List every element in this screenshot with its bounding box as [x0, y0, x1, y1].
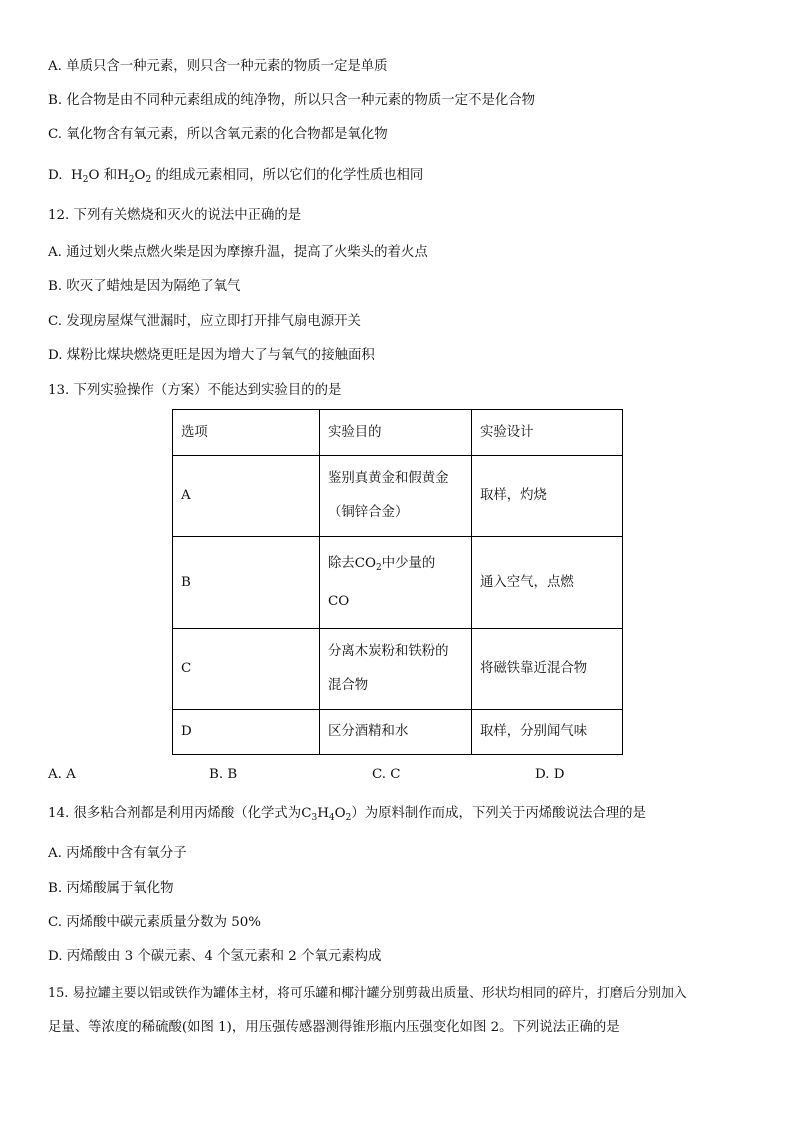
q15-stem-line2: 足量、等浓度的稀硫酸(如图 1)，用压强传感器测得锥形瓶内压强变化如图 2。下列说法正确的是 [48, 1020, 620, 1035]
q11-option-b: B. 化合物是由不同种元素组成的纯净物，所以只含一种元素的物质一定不是化合物 [48, 93, 536, 108]
q11-d-mid: 和 [103, 168, 118, 183]
header-design: 实验设计 [472, 410, 623, 456]
q11-d-rest: 的组成元素相同，所以它们的化学性质也相同 [155, 168, 424, 183]
q11-option-d [48, 166, 754, 186]
formula-h2o: $H_2O$ [71, 168, 100, 185]
row-b-option: B [173, 537, 320, 629]
row-c-design: 将磁铁靠近混合物 [472, 629, 623, 710]
q14-option-d: D. 丙烯酸由 3 个碳元素、4 个氢元素和 2 个氧元素构成 [48, 949, 382, 964]
table-row [173, 456, 623, 537]
row-a-option: A [173, 456, 320, 537]
q12-option-b: B. 吹灭了蜡烛是因为隔绝了氧气 [48, 279, 241, 294]
table-header-row [173, 410, 623, 456]
answer-d: D. D [535, 767, 565, 782]
row-a-design: 取样，灼烧 [472, 456, 623, 537]
row-d-purpose: 区分酒精和水 [320, 710, 472, 755]
answer-a: A. A [48, 767, 76, 782]
header-option: 选项 [173, 410, 320, 456]
q11-d-prefix: D. [48, 168, 63, 183]
q11-option-c: C. 氧化物含有氧元素，所以含氧元素的化合物都是氧化物 [48, 127, 388, 142]
q13-table [172, 409, 623, 755]
table-row [173, 537, 623, 629]
row-d-option: D [173, 710, 320, 755]
answer-b: B. B [209, 767, 238, 782]
q14-option-a: A. 丙烯酸中含有氧分子 [48, 846, 187, 861]
row-a-purpose: 鉴别真黄金和假黄金 （铜锌合金） [320, 456, 472, 537]
row-b-purpose: 除去$CO_2$中少量的 CO [320, 537, 472, 629]
q12-stem: 12. 下列有关燃烧和灭火的说法中正确的是 [48, 208, 302, 223]
q11-option-a: A. 单质只含一种元素，则只含一种元素的物质一定是单质 [48, 59, 388, 74]
q14-stem: 14. 很多粘合剂都是利用丙烯酸（化学式为$C_3H_4O_2$）为原料制作而成，下列关于丙烯酸说法合理的是 [48, 806, 646, 823]
table-row [173, 629, 623, 710]
row-b-design: 通入空气，点燃 [472, 537, 623, 629]
answer-c: C. C [372, 767, 401, 782]
q12-option-d: D. 煤粉比煤块燃烧更旺是因为增大了与氧气的接触面积 [48, 348, 375, 363]
formula-c3h4o2: $C_3H_4O_2$ [301, 806, 352, 823]
table-row [173, 710, 623, 755]
q15-stem-line1: 15. 易拉罐主要以铝或铁作为罐体主材，将可乐罐和椰汁罐分别剪裁出质量、形状均相同的碎片，打磨后分别加入 [48, 986, 687, 1001]
row-d-design: 取样，分别闻气味 [472, 710, 623, 755]
row-c-purpose: 分离木炭粉和铁粉的 混合物 [320, 629, 472, 710]
row-c-option: C [173, 629, 320, 710]
q12-option-c: C. 发现房屋煤气泄漏时，应立即打开排气扇电源开关 [48, 314, 361, 329]
header-purpose: 实验目的 [320, 410, 472, 456]
q12-option-a: A. 通过划火柴点燃火柴是因为摩擦升温，提高了火柴头的着火点 [48, 245, 428, 260]
formula-h2o2: $H_2O_2$ [117, 168, 152, 185]
q13-stem: 13. 下列实验操作（方案）不能达到实验目的的是 [48, 383, 342, 398]
q14-option-c: C. 丙烯酸中碳元素质量分数为 50% [48, 915, 261, 930]
q14-option-b: B. 丙烯酸属于氧化物 [48, 881, 174, 896]
